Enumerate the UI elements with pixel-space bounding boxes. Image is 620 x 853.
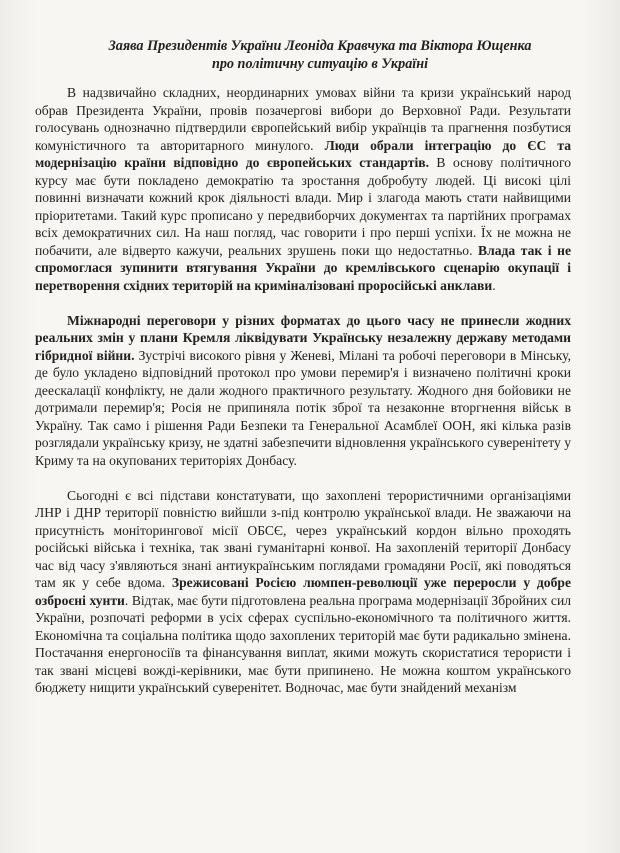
paragraph-3 — [35, 487, 571, 697]
document-title — [60, 37, 580, 73]
paragraph-text: . — [492, 277, 496, 293]
paragraph-1 — [35, 84, 571, 294]
emphasized-text: Зрежисовані Росією люмпен-революції уже переросли у добре озброєні хунти — [35, 575, 571, 608]
title-line-2: про політичну ситуацію в Україні — [211, 56, 429, 72]
paragraph-text: Сьогодні є всі підстави констатувати, що захоплені терористичними організаціями ЛНР і ДНР території повністю вийшли з-під контролю української влади. Не зважаючи на присутність моніторингової місії ОБСЄ, через український кордон вільно проходять російські війська і техніка, так звані гуманітарні конвої. На захопленій території Донбасу час від часу з'являються знані антиукраїнським поглядами громадяни Росії, які поводяться там як у себе вдома. — [35, 487, 571, 590]
paragraph-text: . Відтак, має бути підготовлена реальна програма модернізації Збройних сил України, розпочаті реформи в усіх сферах суспільно-економічного та політичного життя. Економічна та соціальна політика щодо захоплених територій має бути радикально змінена. Постачання енергоносіїв та фінансування виплат, якими можуть скористатися терористи і так звані місцеві вожді-керівники, має бути припинено. Не можна коштом українського бюджету нищити український суверенітет. Водночас, має бути знайдений механізм — [35, 592, 572, 695]
document-body — [35, 84, 571, 714]
paragraph-2 — [35, 312, 571, 470]
emphasized-text: Люди обрали інтеграцію до ЄС та модернізацію країни відповідно до європейських стандартів. — [35, 137, 571, 170]
emphasized-text: Міжнародні переговори у різних форматах до цього часу не принесли жодних реальних змін у плани Кремля ліквідувати Українську незалежну державу методами гібридної війни. — [35, 312, 571, 363]
paragraph-text: В основу політичного курсу має бути покладено демократію та зростання добробуту людей. Ці високі цілі повинні визначати кожний крок діяльності влади. Мир і злагода мають стати найвищими пріоритетами. Такий курс прописано у передвиборчих документах та партійних програмах всіх демократичних сил. На наш погляд, час говорити і про перші успіхи. Їх не можна не побачити, але відверто кажучи, реальних зрушень поки що недостатньо. — [35, 155, 571, 258]
emphasized-text: Влада так і не спромоглася зупинити втягування України до кремлівського сценарію окупації і перетворення східних територій на криміналізовані проросійські анклави — [35, 242, 571, 293]
paragraph-text: В надзвичайно складних, неординарних умовах війни та кризи український народ обрав Президента України, провів позачергові вибори до Верховної Ради. Результати голосувань однозначно підтвердили європейський вибір українців та прагнення позбутися комуністичного та авторитарного минулого. — [35, 85, 571, 153]
title-line-1: Заява Президентів України Леоніда Кравчука та Віктора Ющенка — [108, 38, 532, 54]
paragraph-text: Зустрічі високого рівня у Женеві, Мілані та робочі переговори в Мінську, де було укладено відповідний протокол про умови перемир'я і визначено політичні кроки деескалації конфлікту, не дали жодного практичного результату. Жодного дня бойовики не дотримали перемир'я; Росія не припиняла потік зброї та незаконне вторгнення військ в Україну. Так само і рішення Ради Безпеки та Генеральної Асамблеї ООН, які кілька разів розглядали українську кризу, не здатні забезпечити відновлення українського суверенітету у Криму та на окупованих територіях Донбасу. — [35, 347, 571, 468]
